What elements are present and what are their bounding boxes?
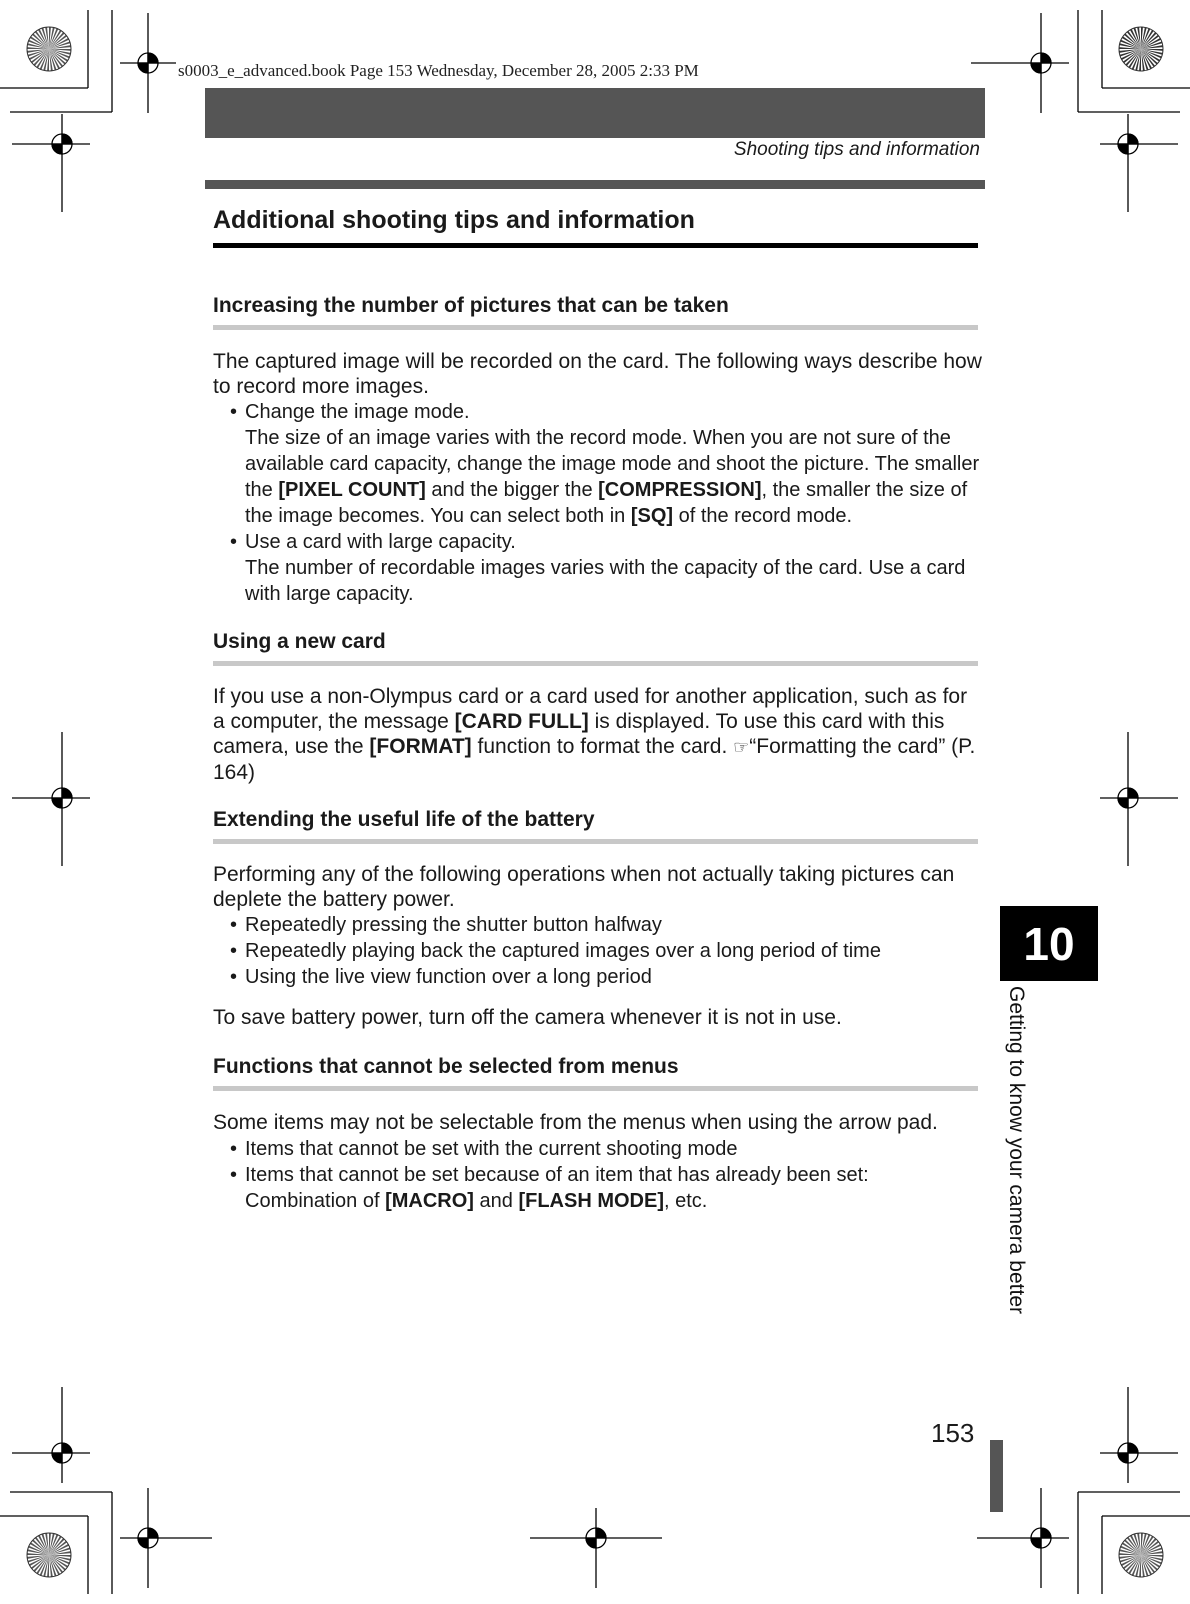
- list-item: [213, 399, 983, 529]
- reference-icon: ☞: [733, 737, 750, 757]
- registration-disc-icon: [1119, 27, 1163, 71]
- top-rule: [205, 180, 985, 189]
- text: of the record mode.: [673, 505, 853, 527]
- chapter-label: Getting to know your camera better: [1005, 986, 1028, 1314]
- chapter-tab: 10: [1000, 906, 1098, 981]
- text: Combination of: [245, 1190, 386, 1212]
- bullet-body: [245, 1188, 983, 1214]
- section-rule: [213, 661, 978, 666]
- list-item: [213, 529, 983, 607]
- bullet-title: • Change the image mode.: [245, 401, 470, 423]
- text: , the smaller the size of the image becomes. You can select both in: [245, 479, 968, 527]
- paragraph: To save battery power, turn off the camera whenever it is not in use.: [213, 1006, 842, 1029]
- paragraph: The captured image will be recorded on the card. The following ways describe how to record more images.: [213, 350, 982, 398]
- paragraph: Performing any of the following operations when not actually taking pictures can deplete the battery power.: [213, 863, 955, 911]
- text: function to format the card.: [471, 735, 734, 758]
- text: If you use a non-Olympus card or a card used for another application, such as for a computer, the message: [213, 685, 968, 733]
- bullet-title: • Items that cannot be set because of an item that has already been set:: [245, 1164, 869, 1186]
- keyword: [CARD FULL]: [454, 710, 589, 733]
- text: and the bigger the: [425, 479, 599, 501]
- list-item: • Repeatedly pressing the shutter button halfway: [213, 912, 983, 938]
- section-rule: [213, 325, 978, 330]
- cross-reference-link[interactable]: “Formatting the card” (P. 164): [213, 735, 976, 784]
- keyword: [COMPRESSION]: [598, 479, 762, 501]
- keyword: [PIXEL COUNT]: [278, 479, 426, 501]
- section-rule: [213, 839, 978, 844]
- bullet-list: [213, 1136, 983, 1214]
- bullet-list: [213, 912, 983, 990]
- page-number: 153: [931, 1418, 975, 1448]
- registration-disc-icon: [27, 27, 71, 71]
- text: , etc.: [663, 1190, 708, 1212]
- list-item: • Repeatedly playing back the captured images over a long period of time: [213, 938, 983, 964]
- bullet-list: [213, 399, 983, 607]
- title-rule: [213, 243, 978, 248]
- print-info: s0003_e_advanced.book Page 153 Wednesday, December 28, 2005 2:33 PM: [178, 61, 699, 80]
- page-title: Additional shooting tips and information: [213, 206, 695, 234]
- section-rule: [213, 1086, 978, 1091]
- keyword: [MACRO]: [385, 1190, 474, 1212]
- registration-disc-icon: [1119, 1533, 1163, 1577]
- running-head: Shooting tips and information: [733, 139, 980, 160]
- section-heading-increase: Increasing the number of pictures that can be taken: [213, 294, 729, 317]
- section-heading-battery: Extending the useful life of the battery: [213, 808, 595, 831]
- registration-disc-icon: [27, 1533, 71, 1577]
- keyword: [SQ]: [630, 505, 674, 527]
- text: is displayed. To use this card with this camera, use the: [213, 710, 945, 758]
- paragraph: Some items may not be selectable from the menus when using the arrow pad.: [213, 1111, 938, 1134]
- header-band: [205, 88, 985, 138]
- section-heading-new-card: Using a new card: [213, 630, 386, 653]
- list-item: • Using the live view function over a long period: [213, 964, 983, 990]
- paragraph: [213, 684, 983, 785]
- keyword: [FORMAT]: [369, 735, 472, 758]
- list-item: [213, 1162, 983, 1214]
- bullet-body: The number of recordable images varies with the capacity of the card. Use a card with large capacity.: [245, 557, 966, 605]
- keyword: [FLASH MODE]: [518, 1190, 664, 1212]
- list-item: • Items that cannot be set with the current shooting mode: [213, 1136, 983, 1162]
- bullet-title: • Use a card with large capacity.: [245, 531, 516, 553]
- text: The size of an image varies with the record mode. When you are not sure of the available card capacity, change the image mode and shoot the picture. The smaller the: [245, 427, 980, 501]
- bullet-body: [245, 425, 983, 529]
- section-heading-menus: Functions that cannot be selected from menus: [213, 1055, 679, 1078]
- text: and: [473, 1190, 519, 1212]
- page-number-bar: [990, 1440, 1003, 1512]
